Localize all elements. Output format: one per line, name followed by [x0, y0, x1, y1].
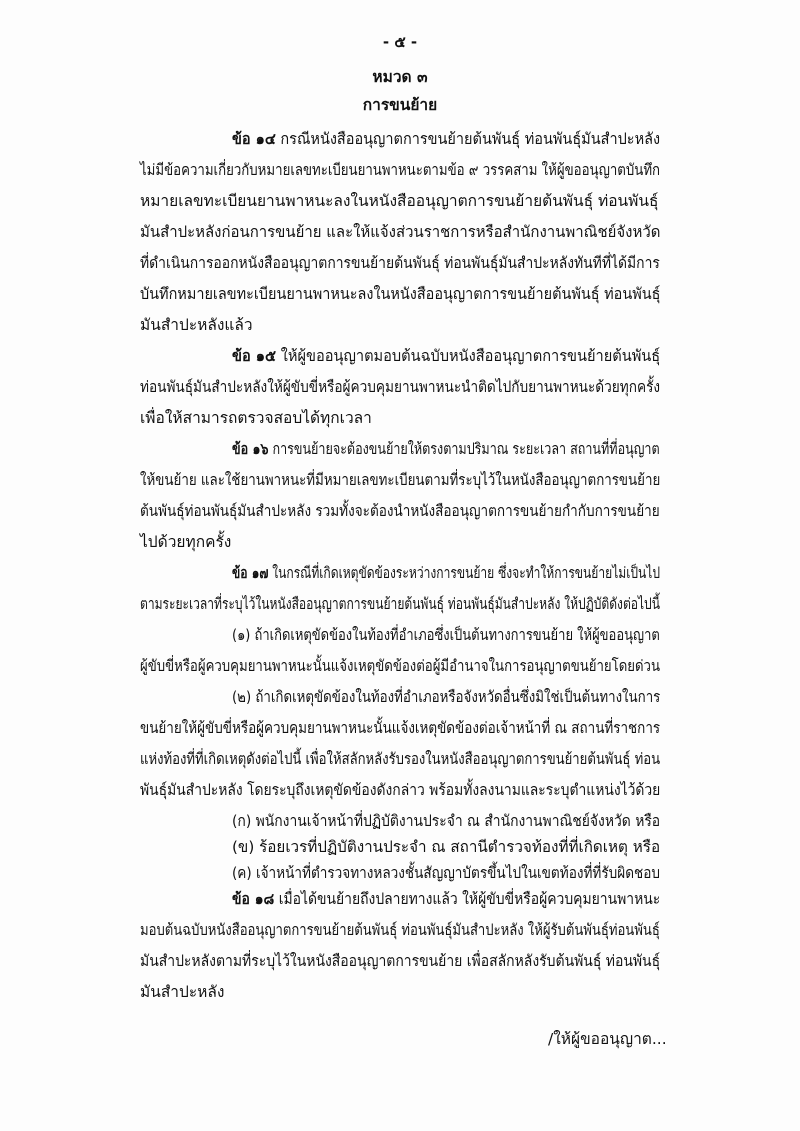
text-line: (๑) ถ้าเกิดเหตุขัดข้องในท้องที่อำเภอซึ่งเป็นต้นทางการขนย้าย ให้ผู้ขออนุญาต — [232, 626, 660, 644]
clause-number: ข้อ ๑๘ — [232, 890, 275, 908]
text-line: ที่ดำเนินการออกหนังสืออนุญาตการขนย้ายต้นพันธุ์ ท่อนพันธุ์มันสำปะหลังทันทีที่ได้มีการ — [140, 254, 660, 272]
text-line: ไปด้วยทุกครั้ง — [140, 533, 232, 551]
text-line: แห่งท้องที่ที่เกิดเหตุดังต่อไปนี้ เพื่อให้สลักหลังรับรองในหนังสืออนุญาตการขนย้ายต้นพันธุ์ ท่อน — [140, 750, 661, 768]
text-line: ผู้ขับขี่หรือผู้ควบคุมยานพาหนะนั้นแจ้งเหตุขัดข้องต่อผู้มีอำนาจในการอนุญาตขนย้ายโดยด่วน — [140, 657, 660, 675]
text-line: เพื่อให้สามารถตรวจสอบได้ทุกเวลา — [140, 409, 372, 427]
clause-number: ข้อ ๑๕ — [232, 347, 277, 365]
text-line: ขนย้ายให้ผู้ขับขี่หรือผู้ควบคุมยานพาหนะนั้นแจ้งเหตุขัดข้องต่อเจ้าหน้าที่ ณ สถานที่ราชการ — [140, 719, 661, 737]
text-line: มันสำปะหลังก่อนการขนย้าย และให้แจ้งส่วนราชการหรือสำนักงานพาณิชย์จังหวัด — [140, 223, 661, 241]
text-line: ตามระยะเวลาที่ระบุไว้ในหนังสืออนุญาตการขนย้ายต้นพันธุ์ ท่อนพันธุ์มันสำปะหลัง ให้ปฏิบัติดังต่อไปนี้ — [140, 595, 660, 613]
chapter-title: หมวด ๓ — [372, 68, 428, 86]
text-line: (ก) พนักงานเจ้าหน้าที่ปฏิบัติงานประจำ ณ สำนักงานพาณิชย์จังหวัด หรือ — [232, 812, 661, 830]
clause-number: ข้อ ๑๖ — [232, 440, 269, 458]
text-line: ข้อ ๑๖ การขนย้ายจะต้องขนย้ายให้ตรงตามปริมาณ ระยะเวลา สถานที่ที่อนุญาต — [232, 440, 660, 458]
text-line: (ข) ร้อยเวรที่ปฏิบัติงานประจำ ณ สถานีตำรวจท้องที่ที่เกิดเหตุ หรือ — [232, 838, 661, 856]
text-line: มันสำปะหลังตามที่ระบุไว้ในหนังสืออนุญาตการขนย้าย เพื่อสลักหลังรับต้นพันธุ์ ท่อนพันธุ์ — [140, 952, 661, 970]
text-line: มอบต้นฉบับหนังสืออนุญาตการขนย้ายต้นพันธุ์ ท่อนพันธุ์มันสำปะหลัง ให้ผู้รับต้นพันธุ์ท่อนพันธุ์ — [140, 921, 660, 939]
text-line: ต้นพันธุ์ท่อนพันธุ์มันสำปะหลัง รวมทั้งจะต้องนำหนังสืออนุญาตการขนย้ายกำกับการขนย้าย — [140, 502, 660, 520]
text-line: ไม่มีข้อความเกี่ยวกับหมายเลขทะเบียนยานพาหนะตามข้อ ๙ วรรคสาม ให้ผู้ขออนุญาตบันทึก — [140, 161, 661, 179]
text-line: ให้ขนย้าย และใช้ยานพาหนะที่มีหมายเลขทะเบียนตามที่ระบุไว้ในหนังสืออนุญาตการขนย้าย — [140, 471, 661, 489]
clause-number: ข้อ ๑๗ — [232, 564, 269, 582]
text-line: ข้อ ๑๘ เมื่อได้ขนย้ายถึงปลายทางแล้ว ให้ผู้ขับขี่หรือผู้ควบคุมยานพาหนะ — [232, 890, 661, 908]
text-line: มันสำปะหลัง — [140, 983, 225, 1001]
text-line: ข้อ ๑๕ ให้ผู้ขออนุญาตมอบต้นฉบับหนังสืออนุญาตการขนย้ายต้นพันธุ์ — [232, 347, 661, 365]
continuation-note: /ให้ผู้ขออนุญาต... — [548, 1030, 667, 1048]
text-line: ข้อ ๑๗ ในกรณีที่เกิดเหตุขัดข้องระหว่างการขนย้าย ซึ่งจะทำให้การขนย้ายไม่เป็นไป — [232, 564, 660, 582]
text-line: (๒) ถ้าเกิดเหตุขัดข้องในท้องที่อำเภอหรือจังหวัดอื่นซึ่งมิใช่เป็นต้นทางในการ — [232, 688, 661, 706]
text-line: หมายเลขทะเบียนยานพาหนะลงในหนังสืออนุญาตการขนย้ายต้นพันธุ์ ท่อนพันธุ์ — [140, 192, 659, 210]
text-line: บันทึกหมายเลขทะเบียนยานพาหนะลงในหนังสืออนุญาตการขนย้ายต้นพันธุ์ ท่อนพันธุ์ — [140, 285, 661, 303]
text-line: มันสำปะหลังแล้ว — [140, 316, 253, 334]
chapter-subtitle: การขนย้าย — [362, 96, 438, 114]
text-line: พันธุ์มันสำปะหลัง โดยระบุถึงเหตุขัดข้องดังกล่าว พร้อมทั้งลงนามและระบุตำแหน่งไว้ด้วย — [140, 781, 661, 799]
clause-number: ข้อ ๑๔ — [232, 130, 276, 148]
page-number: - ๕ - — [382, 33, 418, 51]
text-line: ท่อนพันธุ์มันสำปะหลังให้ผู้ขับขี่หรือผู้ควบคุมยานพาหนะนำติดไปกับยานพาหนะด้วยทุกครั้ง — [140, 378, 661, 396]
text-line: ข้อ ๑๔ กรณีหนังสืออนุญาตการขนย้ายต้นพันธุ์ ท่อนพันธุ์มันสำปะหลัง — [232, 130, 661, 148]
text-line: (ค) เจ้าหน้าที่ตำรวจทางหลวงชั้นสัญญาบัตรขึ้นไปในเขตท้องที่ที่รับผิดชอบ — [232, 864, 660, 882]
